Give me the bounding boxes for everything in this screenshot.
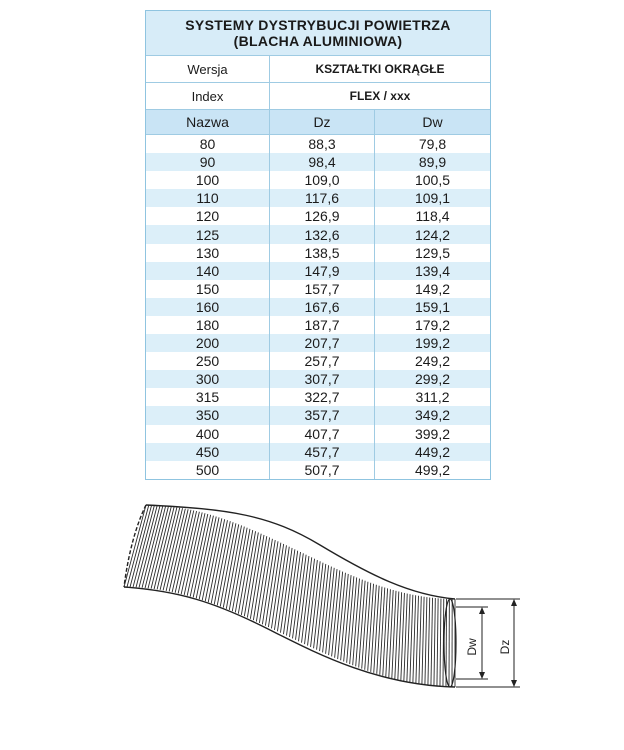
cell-dz: 187,7 <box>270 316 375 334</box>
table-row <box>146 171 490 189</box>
duct-rib <box>232 528 247 611</box>
duct-rib <box>407 594 410 682</box>
version-row <box>146 56 490 83</box>
cell-nazwa: 110 <box>146 189 270 207</box>
duct-rib <box>365 583 371 670</box>
duct-right-end <box>444 599 456 687</box>
table-row <box>146 443 490 461</box>
column-header-nazwa: Nazwa <box>146 110 270 134</box>
cell-dz: 157,7 <box>270 280 375 298</box>
cell-nazwa: 350 <box>146 406 270 424</box>
duct-rib <box>299 556 309 641</box>
dz-dimension-label: Dz <box>498 639 512 655</box>
duct-rib <box>238 530 252 614</box>
spec-table <box>145 10 491 480</box>
table-row <box>146 388 490 406</box>
cell-dw: 449,2 <box>414 443 451 460</box>
cell-dz: 167,6 <box>270 298 375 316</box>
duct-rib <box>226 525 241 608</box>
cell-dz: 307,7 <box>270 370 375 388</box>
cell-nazwa: 500 <box>146 461 270 479</box>
index-row <box>146 83 490 110</box>
duct-ribs <box>124 505 455 687</box>
table-row <box>146 316 490 334</box>
cell-dz: 207,7 <box>270 334 375 352</box>
cell-nazwa: 125 <box>146 225 270 243</box>
dw-arrow-top <box>479 607 485 614</box>
duct-rib <box>290 552 301 637</box>
duct-rib <box>274 545 286 630</box>
duct-rib <box>431 598 433 686</box>
cell-nazwa: 130 <box>146 244 270 262</box>
duct-rib <box>160 508 180 590</box>
cell-nazwa: 100 <box>146 171 270 189</box>
cell-dw: 311,2 <box>415 389 450 406</box>
table-row <box>146 280 490 298</box>
cell-dw: 79,8 <box>418 136 447 153</box>
duct-rib <box>368 584 374 671</box>
duct-rib <box>404 594 407 682</box>
table-body <box>146 135 490 479</box>
duct-rib <box>217 522 233 605</box>
duct-rib <box>410 595 413 683</box>
cell-dz: 357,7 <box>270 406 375 424</box>
duct-rib <box>154 507 174 589</box>
dw-dimension-label: Dw <box>465 638 479 656</box>
table-row <box>146 189 490 207</box>
duct-rib <box>277 547 289 632</box>
duct-rib <box>293 553 304 638</box>
dz-arrow-bottom <box>511 680 517 687</box>
table-row <box>146 406 490 424</box>
cell-dz: 507,7 <box>270 461 375 479</box>
table-title <box>146 11 490 56</box>
cell-dz: 109,0 <box>270 171 375 189</box>
duct-rib <box>229 527 244 610</box>
cell-dz: 147,9 <box>270 262 375 280</box>
table-row <box>146 298 490 316</box>
index-value: FLEX / xxx <box>349 89 411 103</box>
cell-dz: 407,7 <box>270 425 375 443</box>
table-row <box>146 207 490 225</box>
table-row <box>146 262 490 280</box>
duct-rib <box>283 549 294 634</box>
cell-dz: 257,7 <box>270 352 375 370</box>
flex-duct-illustration <box>110 495 530 705</box>
cell-nazwa: 140 <box>146 262 270 280</box>
cell-dz: 138,5 <box>270 244 375 262</box>
duct-rib <box>416 596 419 684</box>
duct-rib <box>425 597 427 685</box>
duct-rib <box>434 598 435 686</box>
duct-rib <box>377 587 382 674</box>
cell-nazwa: 315 <box>146 388 270 406</box>
duct-rib <box>280 548 292 633</box>
duct-rib <box>380 588 385 675</box>
cell-dw: 89,9 <box>418 154 447 171</box>
cell-dw: 139,4 <box>414 262 451 279</box>
cell-dw: 199,2 <box>414 335 451 352</box>
duct-rib <box>440 599 441 687</box>
duct-rib <box>353 579 360 666</box>
dz-arrow-top <box>511 599 517 606</box>
duct-rib <box>235 529 250 613</box>
cell-dw: 118,4 <box>415 208 450 225</box>
version-value: KSZTAŁTKI OKRĄGŁE <box>315 62 445 76</box>
duct-rib <box>286 551 297 636</box>
duct-rib <box>356 580 363 667</box>
cell-nazwa: 80 <box>146 135 270 153</box>
cell-dw: 399,2 <box>414 425 451 442</box>
cell-dw: 499,2 <box>414 461 451 478</box>
cell-dw: 159,1 <box>414 298 451 315</box>
cell-nazwa: 90 <box>146 153 270 171</box>
cell-dw: 179,2 <box>414 316 451 333</box>
duct-rib <box>413 595 416 683</box>
cell-nazwa: 120 <box>146 207 270 225</box>
table-row <box>146 352 490 370</box>
cell-dz: 126,9 <box>270 207 375 225</box>
cell-dz: 132,6 <box>270 225 375 243</box>
duct-rib <box>214 521 230 604</box>
index-label: Index <box>146 83 270 109</box>
cell-dw: 149,2 <box>414 280 451 297</box>
cell-dw: 299,2 <box>414 371 451 388</box>
cell-dz: 117,6 <box>270 189 375 207</box>
cell-dz: 98,4 <box>270 153 375 171</box>
duct-rib <box>166 509 185 591</box>
table-row <box>146 225 490 243</box>
cell-nazwa: 180 <box>146 316 270 334</box>
column-header-dz: Dz <box>270 110 375 134</box>
duct-rib <box>350 577 357 664</box>
duct-rib <box>157 507 177 589</box>
cell-dz: 88,3 <box>270 135 375 153</box>
table-row <box>146 153 490 171</box>
duct-rib <box>359 581 365 668</box>
cell-nazwa: 450 <box>146 443 270 461</box>
table-row <box>146 135 490 153</box>
cell-nazwa: 300 <box>146 370 270 388</box>
duct-rib <box>223 524 238 607</box>
column-header-dw: Dw <box>422 114 443 130</box>
cell-nazwa: 400 <box>146 425 270 443</box>
cell-nazwa: 150 <box>146 280 270 298</box>
cell-dw: 129,5 <box>414 244 451 261</box>
duct-rib <box>371 585 377 672</box>
cell-dw: 109,1 <box>414 190 451 207</box>
table-row <box>146 370 490 388</box>
cell-dw: 124,2 <box>414 226 451 243</box>
title-line-1: SYSTEMY DYSTRYBUCJI POWIETRZA <box>185 17 451 33</box>
duct-rib <box>163 508 182 590</box>
table-row <box>146 425 490 443</box>
cell-dw: 100,5 <box>414 172 451 189</box>
duct-rib <box>296 555 307 640</box>
duct-rib <box>362 582 368 669</box>
cell-nazwa: 250 <box>146 352 270 370</box>
duct-rib <box>419 596 421 684</box>
version-label: Wersja <box>146 56 270 82</box>
table-row <box>146 461 490 479</box>
title-line-2: (BLACHA ALUMINIOWA) <box>233 33 403 49</box>
table-row <box>146 244 490 262</box>
cell-nazwa: 200 <box>146 334 270 352</box>
dw-arrow-bottom <box>479 672 485 679</box>
column-header-row <box>146 110 490 135</box>
duct-rib <box>220 523 236 606</box>
cell-dz: 457,7 <box>270 443 375 461</box>
cell-nazwa: 160 <box>146 298 270 316</box>
duct-rib <box>271 544 283 628</box>
duct-rib <box>428 597 430 685</box>
cell-dz: 322,7 <box>270 388 375 406</box>
duct-rib <box>374 586 379 673</box>
cell-dw: 249,2 <box>414 353 451 370</box>
duct-rib <box>437 598 438 686</box>
table-row <box>146 334 490 352</box>
cell-dw: 349,2 <box>414 407 451 424</box>
duct-rib <box>422 597 424 685</box>
